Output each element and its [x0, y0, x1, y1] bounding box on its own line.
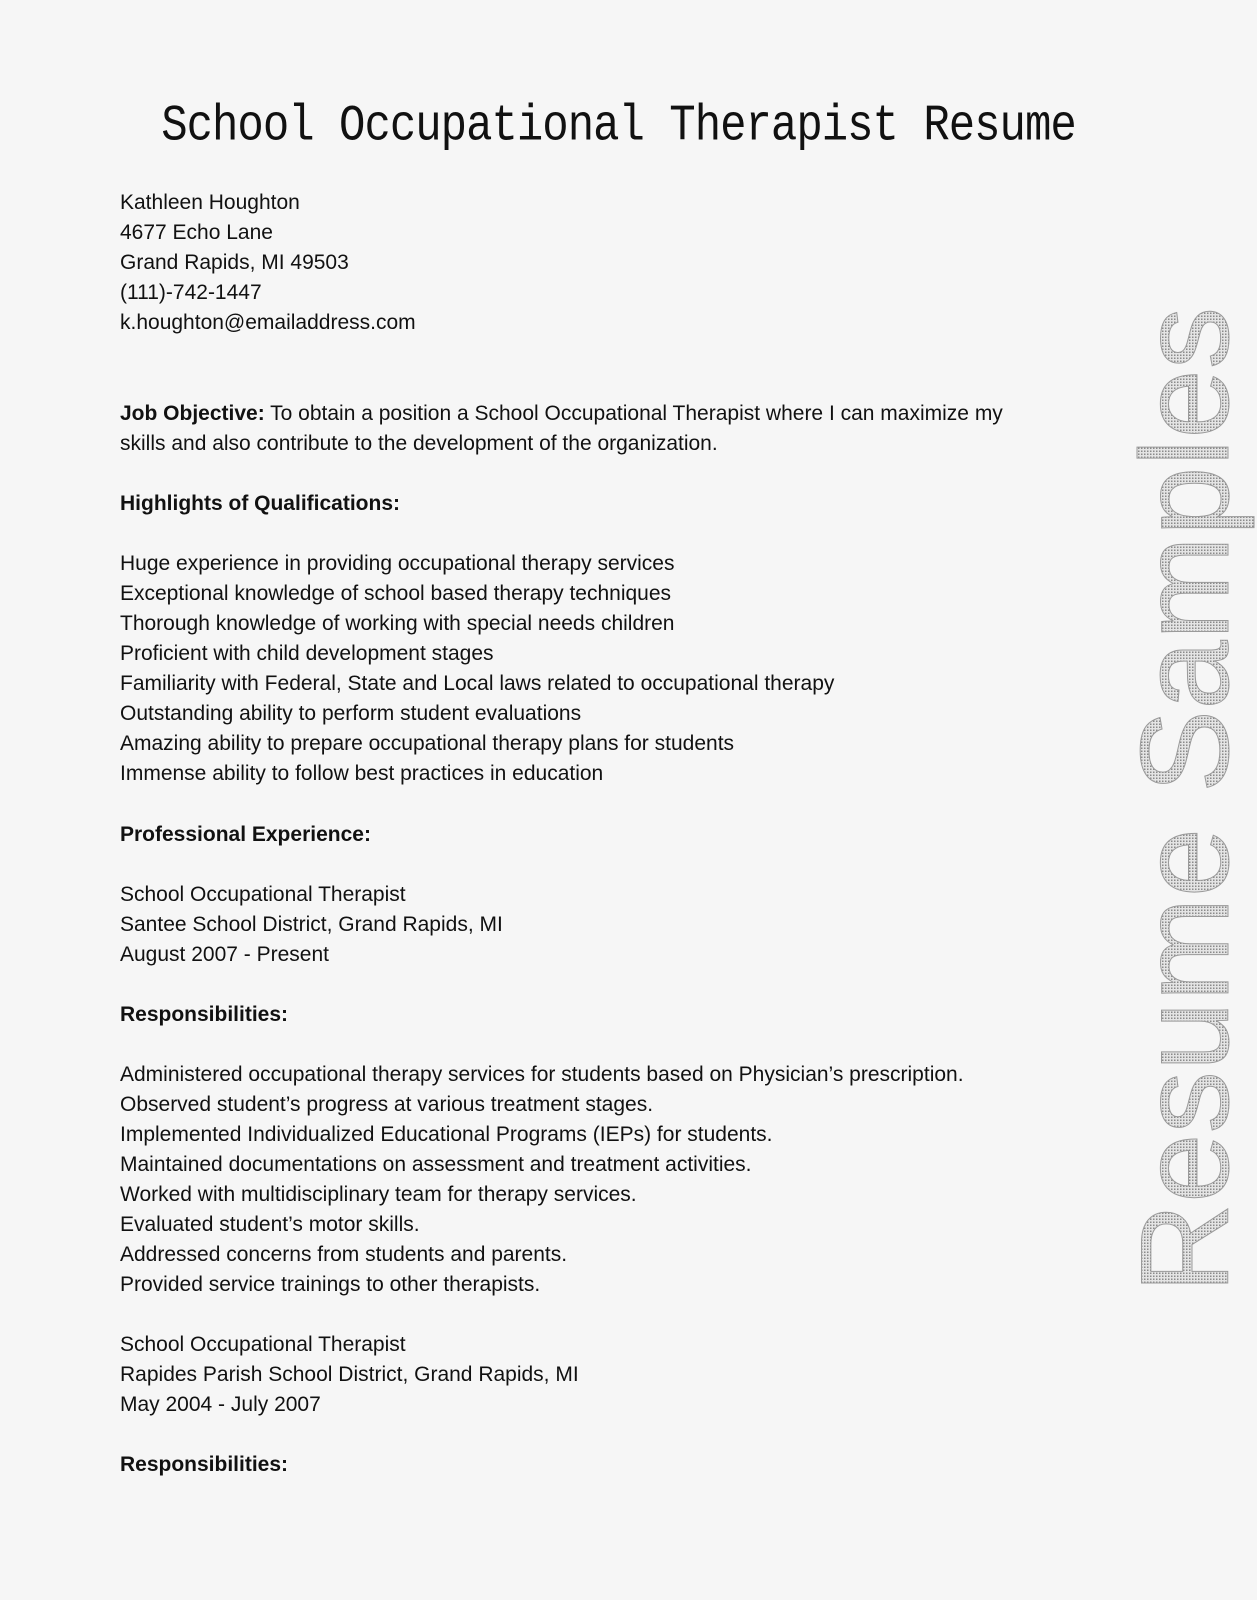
highlights-section	[120, 489, 834, 789]
list-item: Evaluated student’s motor skills.	[120, 1213, 420, 1236]
job-employer: Santee School District, Grand Rapids, MI	[120, 913, 503, 936]
list-item: Huge experience in providing occupational therapy services	[120, 552, 675, 575]
contact-name: Kathleen Houghton	[120, 191, 300, 214]
list-item: Worked with multidisciplinary team for therapy services.	[120, 1183, 637, 1206]
list-item: Implemented Individualized Educational Programs (IEPs) for students.	[120, 1123, 773, 1146]
list-item: Exceptional knowledge of school based therapy techniques	[120, 582, 672, 605]
list-item: Observed student’s progress at various treatment stages.	[120, 1093, 654, 1116]
list-item: Amazing ability to prepare occupational therapy plans for students	[120, 732, 735, 755]
contact-info	[120, 188, 416, 338]
objective-label: Job Objective:	[120, 402, 265, 425]
job-employer: Rapides Parish School District, Grand Rapids, MI	[120, 1363, 579, 1386]
job-title: School Occupational Therapist	[120, 1333, 406, 1356]
list-item: Maintained documentations on assessment and treatment activities.	[120, 1153, 752, 1176]
list-item: Immense ability to follow best practices in education	[120, 762, 604, 785]
responsibilities-heading: Responsibilities:	[120, 1453, 289, 1476]
list-item: Outstanding ability to perform student evaluations	[120, 702, 582, 725]
list-item: Thorough knowledge of working with special needs children	[120, 612, 675, 635]
list-item: Addressed concerns from students and parents.	[120, 1243, 568, 1266]
objective-text-2: skills and also contribute to the development of the organization.	[120, 432, 718, 455]
contact-city: Grand Rapids, MI 49503	[120, 251, 349, 274]
objective-text-1: To obtain a position a School Occupational Therapist where I can maximize my	[264, 402, 1003, 425]
job-dates: May 2004 - July 2007	[120, 1393, 321, 1416]
job-dates: August 2007 - Present	[120, 943, 329, 966]
experience-section	[120, 820, 964, 1480]
document-title: School Occupational Therapist Resume	[161, 98, 1076, 156]
contact-street: 4677 Echo Lane	[120, 221, 273, 244]
experience-heading: Professional Experience:	[120, 823, 371, 846]
watermark-text: Resume Samples	[1116, 306, 1255, 1294]
job-title: School Occupational Therapist	[120, 883, 406, 906]
contact-email: k.houghton@emailaddress.com	[120, 311, 416, 334]
list-item: Proficient with child development stages	[120, 642, 494, 665]
highlights-heading: Highlights of Qualifications:	[120, 492, 400, 515]
list-item: Provided service trainings to other therapists.	[120, 1273, 541, 1296]
responsibilities-heading: Responsibilities:	[120, 1003, 289, 1026]
contact-phone: (111)-742-1447	[120, 281, 262, 304]
job-objective	[120, 399, 1003, 459]
list-item: Administered occupational therapy services for students based on Physician’s prescription.	[120, 1063, 964, 1086]
list-item: Familiarity with Federal, State and Local laws related to occupational therapy	[120, 672, 835, 695]
